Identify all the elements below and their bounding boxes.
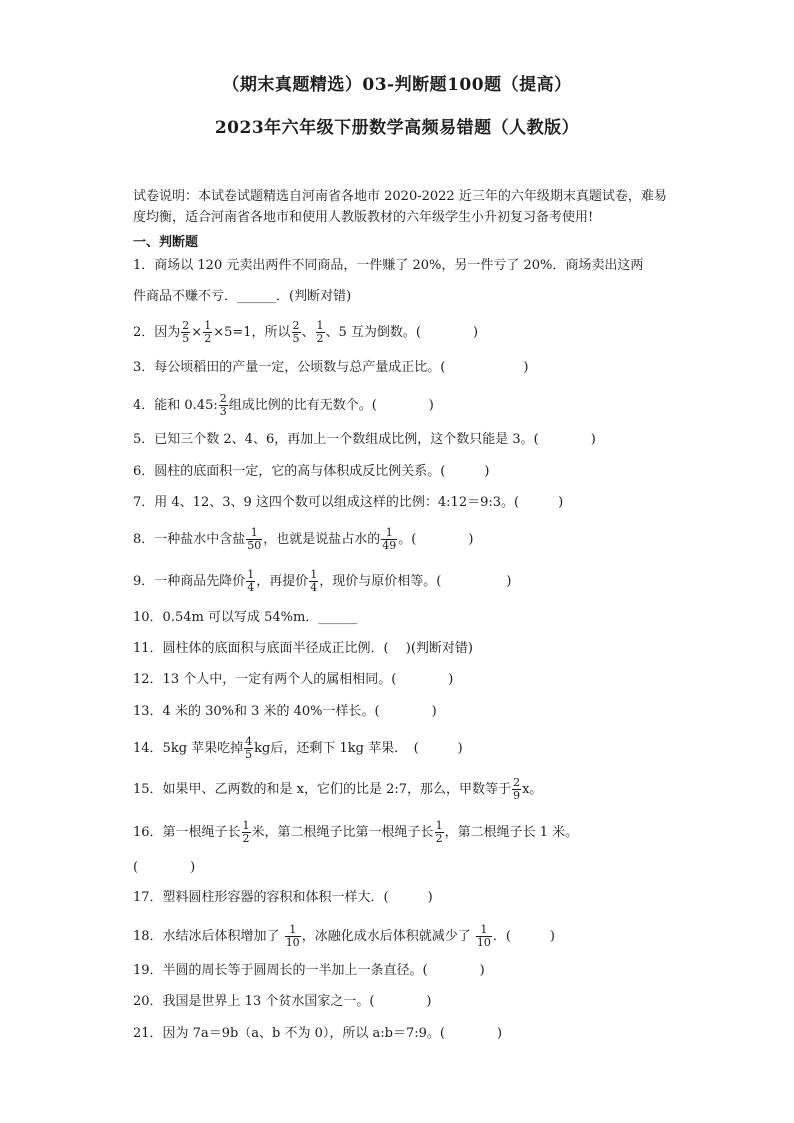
fraction: $\frac{1}{49}$	[382, 526, 397, 552]
fraction: $\frac{1}{4}$	[310, 568, 318, 594]
q16-text-a: 16．第一根绳子长	[133, 825, 241, 840]
fraction: $\frac{1}{10}$	[285, 923, 300, 949]
question-8	[133, 527, 473, 552]
question-15	[133, 777, 542, 802]
q2-text-c: ×5=1，所以	[213, 325, 291, 340]
question-6: 6．圆柱的底面积一定，它的高与体积成反比例关系。( )	[133, 464, 490, 479]
q8-text-c: 。( )	[398, 532, 474, 547]
q2-text-a: 2．因为	[133, 325, 181, 340]
fraction: $\frac{2}{9}$	[513, 776, 521, 802]
q8-text-a: 8．一种盐水中含盐	[133, 532, 246, 547]
question-9	[133, 569, 511, 594]
fraction: $\frac{1}{4}$	[247, 568, 255, 594]
document-title-line-2: 2023年六年级下册数学高频易错题（人教版）	[214, 118, 580, 138]
fraction: $\frac{1}{2}$	[242, 819, 250, 845]
q14-text-a: 14．5kg 苹果吃掉	[133, 741, 244, 756]
question-1-line-1: 1．商场以 120 元卖出两件不同商品，一件赚了 20%，另一件亏了 20%．商场卖出这两	[133, 258, 644, 273]
fraction: $\frac{2}{5}$	[182, 319, 190, 345]
q18-text-b: ，冰融化成水后体积就减少了	[301, 929, 475, 944]
question-18	[133, 924, 555, 949]
question-21: 21．因为 7a＝9b（a、b 不为 0），所以 a:b＝7:9。( )	[133, 1026, 503, 1041]
question-7: 7．用 4、12、3、9 这四个数可以组成这样的比例：4:12＝9:3。( )	[133, 495, 564, 510]
q16-text-b: 米，第二根绳子比第一根绳子长	[251, 825, 434, 840]
fraction: $\frac{1}{2}$	[316, 319, 324, 345]
q4-text-b: 组成比例的比有无数个。( )	[228, 398, 434, 413]
question-16	[133, 820, 578, 845]
q2-text-b: ×	[191, 325, 203, 340]
q18-text-c: ．( )	[492, 929, 555, 944]
q14-text-b: kg后，还剩下 1kg 苹果． ( )	[254, 741, 463, 756]
fraction: $\frac{1}{2}$	[204, 319, 212, 345]
section-heading: 一、判断题	[133, 235, 199, 250]
question-20: 20．我国是世界上 13 个贫水国家之一。( )	[133, 994, 432, 1009]
q15-text-b: x。	[522, 782, 543, 797]
q8-text-b: ，也就是说盐占水的	[263, 532, 381, 547]
fraction: $\frac{1}{2}$	[435, 819, 443, 845]
q4-text-a: 4．能和 0.45:	[133, 398, 218, 413]
question-1-line-2: 件商品不赚不亏．______．(判断对错)	[133, 289, 352, 304]
fraction: $\frac{2}{3}$	[219, 392, 227, 418]
q16-text-c: ，第二根绳子长 1 米。	[444, 825, 579, 840]
question-16-answer: ( )	[133, 860, 196, 875]
q18-text-a: 18．水结冰后体积增加了	[133, 929, 284, 944]
exam-instructions: 试卷说明：本试卷试题精选自河南省各地市 2020-2022 近三年的六年级期末真题试卷，难易度均衡，适合河南省各地市和使用人教版教材的六年级学生小升初复习备考使用!	[133, 189, 667, 225]
question-2	[133, 320, 478, 345]
fraction: $\frac{4}{5}$	[245, 735, 253, 761]
document-title-line-1: （期末真题精选）03-判断题100题（提高）	[222, 75, 572, 95]
q9-text-c: ，现价与原价相等。( )	[319, 574, 512, 589]
question-14	[133, 736, 463, 761]
question-5: 5．已知三个数 2、4、6，再加上一个数组成比例，这个数只能是 3。( )	[133, 432, 596, 447]
fraction: $\frac{2}{5}$	[292, 319, 300, 345]
question-11: 11．圆柱体的底面积与底面半径成正比例．( )(判断对错)	[133, 641, 473, 656]
question-19: 19．半圆的周长等于圆周长的一半加上一条直径。( )	[133, 963, 485, 978]
question-17: 17．塑料圆柱形容器的容积和体积一样大．( )	[133, 890, 433, 905]
q2-text-d: 、	[301, 325, 315, 340]
question-12: 12．13 个人中，一定有两个人的属相相同。( )	[133, 672, 454, 687]
question-10: 10．0.54m 可以写成 54%m．______	[133, 610, 358, 625]
fraction: $\frac{1}{10}$	[476, 923, 491, 949]
q9-text-b: ，再提价	[256, 574, 309, 589]
q2-text-e: 、5 互为倒数。( )	[325, 325, 479, 340]
question-4	[133, 393, 434, 418]
question-13: 13．4 米的 30%和 3 米的 40%一样长。( )	[133, 704, 437, 719]
q15-text-a: 15．如果甲、乙两数的和是 x，它们的比是 2:7，那么，甲数等于	[133, 782, 512, 797]
fraction: $\frac{1}{50}$	[247, 526, 262, 552]
question-3: 3．每公顷稻田的产量一定，公顷数与总产量成正比。( )	[133, 360, 529, 375]
q9-text-a: 9．一种商品先降价	[133, 574, 246, 589]
